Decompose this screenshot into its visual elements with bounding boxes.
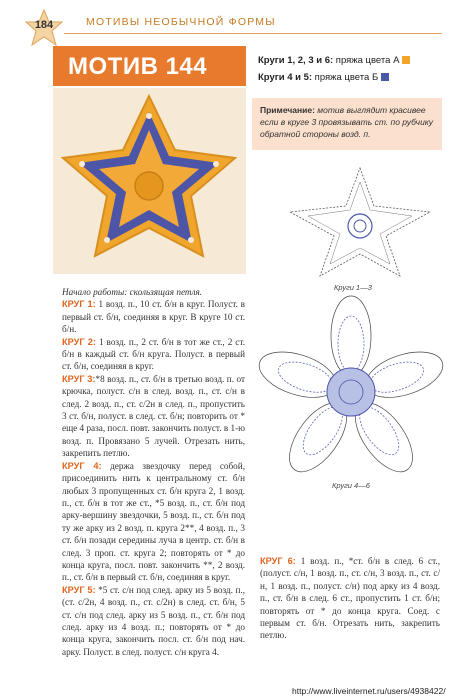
legend-label-b: Круги 4 и 5: bbox=[258, 72, 313, 83]
round-6 bbox=[260, 555, 440, 642]
footer-url: http://www.liveinternet.ru/users/4938422/ bbox=[292, 686, 446, 696]
header-rule bbox=[64, 33, 442, 34]
round-3 bbox=[62, 373, 245, 460]
instructions-left-column bbox=[62, 286, 245, 658]
note-text: мотив выглядит красивее если в круге 3 провязывать ст. по рубчику обратной стороны возд. п. bbox=[260, 105, 434, 139]
diagram-rounds-1-3 bbox=[280, 162, 440, 282]
round-6-text: 1 возд. п., *ст. б/н в след. 6 ст., (полуст. с/н, 1 возд. п., ст. с/н, 3 возд. п., ст. с/н, 1 возд. п., полуст. с/н) под арку из 4 возд. п., ст. б/н в след. 6 ст., пропустить 1 ст. б/н; повторять от * до конца круга. Соед. с первым ст. б/н. Отрезать нить, закрепить петлю. bbox=[260, 556, 440, 641]
round-4-text: держа звездочку перед собой, присоединить нить к центральному ст. б/н любых 3 пропущенных ст. б/н круга 2, 1 возд. п., ст. б/н в тот же ст., *5 возд. п., ст. б/н под арку-вершину звездочки, 5 возд. п., ст. б/н под ту же арку из 2 возд. п. круга 2**, 4 возд. п., 3 ст. б/н позади середины луча в центр. ст. б/н в след. 3 проп. ст. круга 2; повторять от * до конца круга, посл. повт. закончить **, 2 возд. п., ст. б/н в первый ст. б/н, соединяя в круг. bbox=[62, 460, 245, 583]
legend-item-color-b bbox=[258, 72, 389, 83]
page-number: 184 bbox=[34, 19, 54, 31]
round-1-text: 1 возд. п., 10 ст. б/н в круг. Полуст. в первый ст. б/н, соединяя в круг. В круге 10 ст. б/н. bbox=[62, 299, 246, 335]
start-instruction: Начало работы: скользящая петля. bbox=[62, 287, 203, 297]
color-a-swatch bbox=[402, 56, 410, 64]
color-b-swatch bbox=[381, 73, 389, 81]
note-label: Примечание: bbox=[260, 105, 315, 115]
legend-item-color-a bbox=[258, 55, 410, 66]
instructions-right-column bbox=[260, 555, 440, 642]
round-2-label: КРУГ 2: bbox=[62, 336, 96, 347]
round-6-label: КРУГ 6: bbox=[260, 556, 296, 566]
round-5 bbox=[62, 584, 245, 658]
round-1 bbox=[62, 298, 245, 335]
crochet-star-photo bbox=[53, 88, 246, 274]
round-4-label: КРУГ 4: bbox=[62, 460, 102, 471]
running-title: МОТИВЫ НЕОБЫЧНОЙ ФОРМЫ bbox=[86, 16, 276, 28]
legend-text-b: пряжа цвета Б bbox=[312, 72, 379, 83]
diagram-caption-2: Круги 4—6 bbox=[332, 481, 370, 490]
round-3-text: *8 возд. п., ст. б/н в третью возд. п. от крючка, полуст. с/н в след. возд. п., ст. с/н в след. 2 возд. п., ст. с/2н в след. п., пропустить 3 ст. б/н, полуст. в след. ст. б/н; повторить от * еще 4 раза, посл. повт. закончить полуст. в 1-ю возд. п. Провязано 5 лучей. Отрезать нить, закрепить петлю. bbox=[62, 373, 245, 459]
round-1-label: КРУГ 1: bbox=[62, 299, 96, 310]
round-3-label: КРУГ 3: bbox=[62, 373, 96, 384]
diagram-caption-1: Круги 1—3 bbox=[334, 283, 372, 292]
legend-label-a: Круги 1, 2, 3 и 6: bbox=[258, 55, 334, 66]
motif-title: МОТИВ 144 bbox=[68, 53, 208, 80]
round-5-label: КРУГ 5: bbox=[62, 584, 96, 595]
legend-text-a: пряжа цвета А bbox=[333, 55, 400, 66]
round-2-text: 1 возд. п., 2 ст. б/н в тот же ст., 2 ст. б/н в каждый ст. б/н круга. Полуст. в первый ст. б/н, соединяя в круг. bbox=[62, 336, 246, 372]
round-2 bbox=[62, 336, 245, 373]
note bbox=[260, 104, 438, 140]
round-5-text: *5 ст. с/н под след. арку из 5 возд. п., (ст. с/2н, 4 возд. п., ст. с/2н) в след. ст. б/н, 5 ст. с/н под след. арку из 5 возд. п., ст. б/н под след. арку из 4 возд. п.; повторять от * до конца круга, закончить посл. ст. б/н под нач. арку. Полуст. в след. полуст. с/н круга 4. bbox=[62, 584, 245, 657]
round-4 bbox=[62, 460, 245, 584]
diagram-rounds-4-6 bbox=[256, 292, 446, 480]
motif-photo bbox=[53, 88, 246, 274]
